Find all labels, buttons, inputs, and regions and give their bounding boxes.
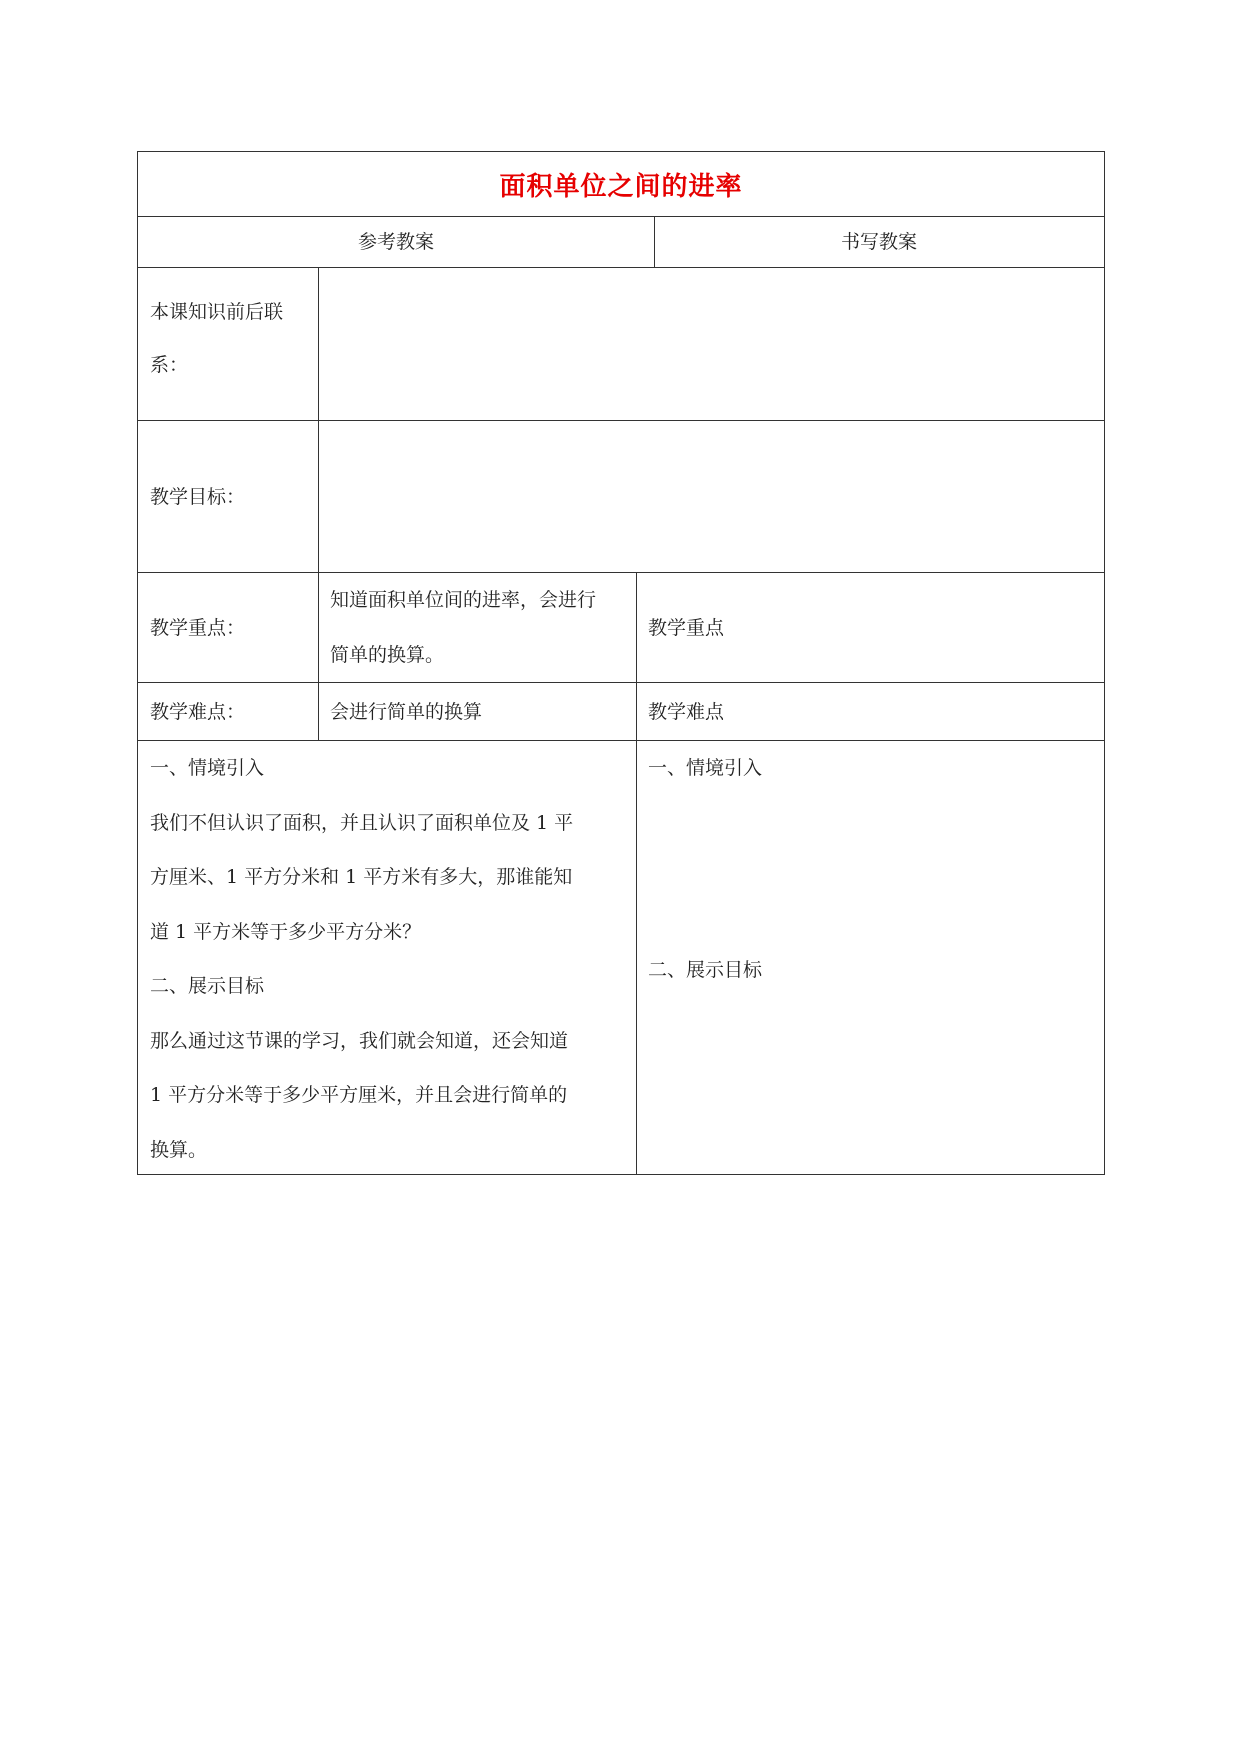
- section1-line3: 道 1 平方米等于多少平方分米？: [150, 920, 422, 943]
- lesson-plan-table: [137, 151, 1105, 1175]
- section1-line2: 方厘米、1 平方分米和 1 平方米有多大，那谁能知: [150, 866, 573, 888]
- section2-line3: 换算。: [150, 1138, 208, 1161]
- header-row: [137, 216, 1105, 267]
- notes-section2-heading: 二、展示目标: [648, 958, 763, 981]
- difficulties-content: [318, 683, 636, 740]
- key-points-row: [137, 572, 1105, 682]
- page-title: 面积单位之间的进率: [499, 171, 743, 202]
- difficulties-label: [138, 683, 318, 740]
- section1-line1: 我们不但认识了面积，并且认识了面积单位及 1 平: [150, 811, 574, 834]
- connection-label-line2: 系：: [150, 353, 189, 376]
- section2-line1: 那么通过这节课的学习，我们就会知道，还会知道: [150, 1029, 569, 1052]
- key-points-notes-text: 教学重点: [648, 616, 725, 639]
- connection-content: [318, 268, 1104, 420]
- lesson-notes: [636, 741, 1104, 1174]
- key-points-line2: 简单的换算。: [330, 643, 445, 666]
- header-writing-plan: [654, 217, 1104, 267]
- section2-heading: 二、展示目标: [150, 975, 265, 997]
- key-points-label: [138, 573, 318, 682]
- header-left-label: 参考教案: [357, 231, 434, 253]
- connection-row: [137, 267, 1105, 420]
- header-reference-plan: [138, 217, 654, 267]
- lesson-row: [137, 740, 1105, 1175]
- title-row: [137, 151, 1105, 216]
- key-points-notes: [636, 573, 1104, 682]
- header-right-label: 书写教案: [840, 231, 917, 253]
- section1-heading: 一、情境引入: [150, 757, 265, 779]
- lesson-content: [138, 741, 636, 1174]
- goals-row: [137, 420, 1105, 572]
- connection-label-line1: 本课知识前后联: [150, 301, 284, 323]
- section2-line2: 1 平方分米等于多少平方厘米，并且会进行简单的: [150, 1084, 568, 1106]
- difficulties-content-text: 会进行简单的换算: [330, 700, 483, 723]
- difficulties-notes-text: 教学难点: [648, 700, 725, 723]
- goals-label-text: 教学目标：: [150, 485, 246, 508]
- goals-label: [138, 421, 318, 572]
- notes-section1-heading: 一、情境引入: [648, 757, 763, 779]
- key-points-line1: 知道面积单位间的进率，会进行: [330, 589, 597, 611]
- difficulties-label-text: 教学难点：: [150, 700, 246, 723]
- key-points-label-text: 教学重点：: [150, 616, 246, 639]
- key-points-content: [318, 573, 636, 682]
- connection-label: [138, 268, 318, 420]
- difficulties-row: [137, 682, 1105, 740]
- goals-content: [318, 421, 1104, 572]
- difficulties-notes: [636, 683, 1104, 740]
